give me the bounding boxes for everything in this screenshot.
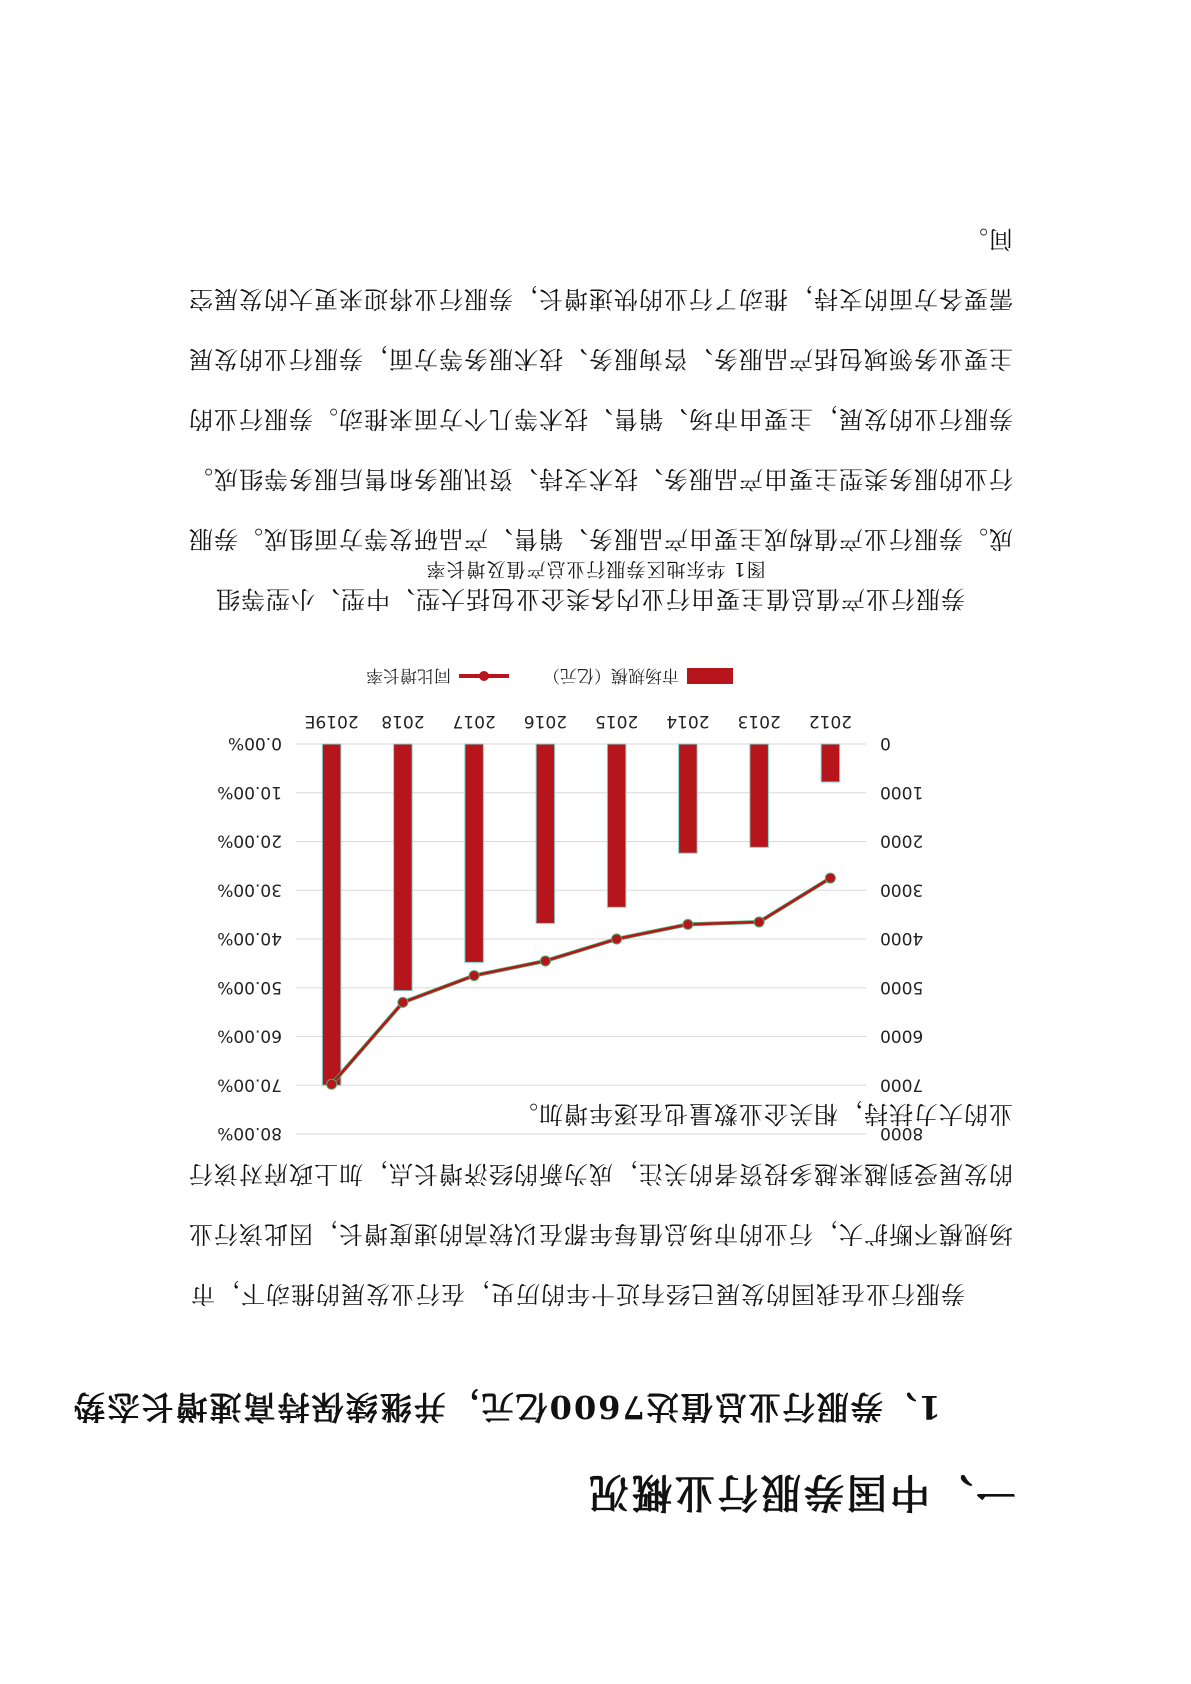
line-point	[469, 971, 479, 981]
bar	[821, 744, 840, 782]
paragraph-line: 券服行业的发展，主要由市场、销售、技术等几个方面来推动。券服行业的主要业务领域包括产品服务、咨询服务、技术服务等方面，	[188, 345, 1013, 433]
legend-swatch-bars	[687, 668, 733, 684]
bar	[394, 744, 413, 991]
body-paragraph-2	[173, 209, 1013, 629]
paragraph-line: 此该行业的发展受到越来越多投资者的关注，成为新的经济增长点，加上政府对该行业的大力扶持，	[188, 1100, 1013, 1248]
line-point	[754, 917, 764, 927]
y-right-tick-label: 30.00%	[217, 879, 282, 900]
bar	[465, 744, 484, 962]
x-tick-label: 2013	[737, 711, 781, 731]
bar	[607, 744, 626, 907]
bar	[679, 744, 698, 853]
legend-marker	[479, 671, 489, 681]
paragraph-line: 券服行业的发展需要各方面的支持，推动了行业的快速增长，券服行业将迎来更大的发展空间。	[188, 225, 1013, 373]
paragraph-line: 方面组成。券服行业的服务类型主要由产品服务、技术支持、资讯服务和售后服务等组成。	[188, 465, 1013, 553]
figure-caption: 图1 华东地区券服行业总产值及增长率	[425, 558, 766, 580]
line-point	[327, 1079, 337, 1089]
y-left-tick-label: 2000	[880, 830, 924, 851]
x-tick-label: 2017	[452, 711, 496, 731]
y-left-tick-label: 5000	[880, 976, 924, 997]
line-point	[540, 956, 550, 966]
y-left-tick-label: 1000	[880, 781, 924, 802]
paragraph-line: 券服行业在我国的发展已经有近十年的历史，在行业发展的推动下，市场规模不断扩大，行业的市场总值每年都在以较高的速度增长，因	[190, 1220, 1013, 1308]
paragraph-line: 相关企业数量也在逐年增加。	[513, 1100, 838, 1128]
y-right-tick-label: 40.00%	[217, 928, 282, 948]
y-right-tick-label: 50.00%	[217, 976, 282, 997]
line-point	[683, 919, 693, 929]
y-left-tick-label: 8000	[880, 1123, 924, 1143]
legend-label: 同比增长率	[366, 665, 451, 685]
y-left-tick-label: 7000	[880, 1074, 924, 1095]
bar-line-chart	[211, 644, 951, 1164]
y-right-tick-label: 10.00%	[217, 781, 282, 802]
line-point	[398, 997, 408, 1007]
y-right-tick-label: 0.00%	[227, 733, 282, 753]
x-tick-label: 2018	[381, 711, 425, 731]
y-left-tick-label: 6000	[880, 1025, 924, 1046]
subsection-heading: 1、券服行业总值达7600亿元，并继续保持高速增长态势	[71, 1388, 941, 1426]
y-right-tick-label: 70.00%	[217, 1074, 282, 1095]
x-tick-label: 2014	[666, 711, 710, 731]
y-right-tick-label: 20.00%	[217, 830, 282, 851]
y-left-tick-label: 0	[880, 733, 891, 753]
y-left-tick-label: 3000	[880, 879, 924, 900]
section-heading: 一、中国券服行业概况	[586, 1469, 1016, 1516]
paragraph-line: 券服行业产值总值主要由行业内各类企业包括大型、中型、小型等组成。券服行业产值构成主要由产品服务、销售、产品研发等	[215, 525, 1013, 613]
legend-label: 市场规模（亿元）	[543, 665, 679, 685]
y-right-tick-label: 60.00%	[217, 1025, 282, 1046]
y-right-tick-label: 80.00%	[217, 1123, 282, 1143]
x-tick-label: 2019E	[304, 711, 359, 731]
x-tick-label: 2016	[523, 711, 568, 731]
x-tick-label: 2012	[808, 711, 853, 731]
bar	[322, 744, 341, 1085]
bar	[750, 744, 769, 847]
bar	[536, 744, 555, 923]
line-point	[612, 934, 622, 944]
line-point	[825, 873, 835, 883]
x-tick-label: 2015	[594, 711, 639, 731]
y-left-tick-label: 4000	[880, 928, 924, 948]
